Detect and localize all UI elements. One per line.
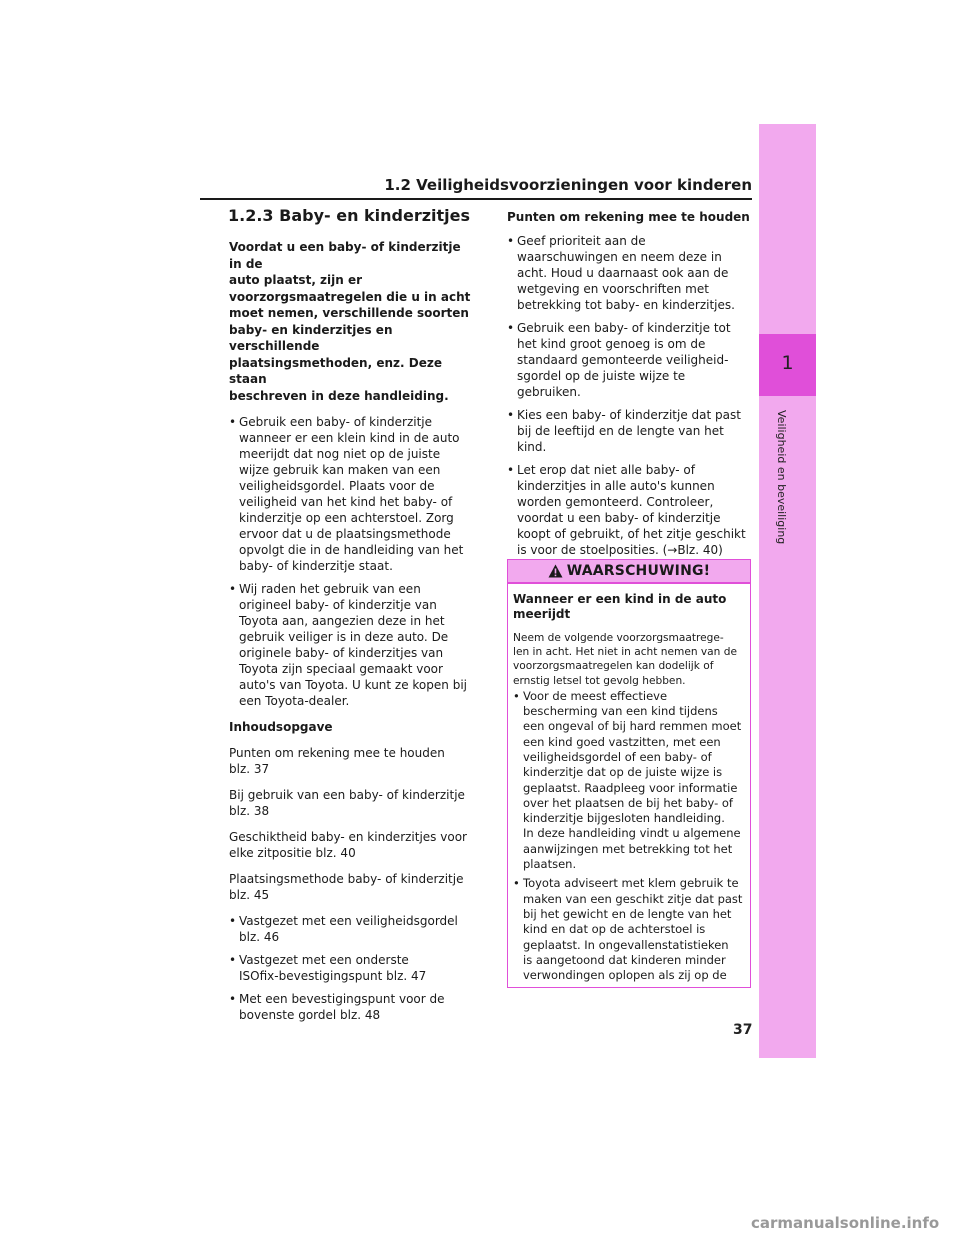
list-item: • Toyota adviseert met klem gebruik te maken van een geschikt zitje dat past bij het gewicht en de lengte van het kind en dat op de achterstoel is geplaatst. In ongevallenstatistieken is aangetoond dat kinderen minder verwondingen oplopen als zij op de [513,876,743,983]
toc-link-isofix[interactable]: • Vastgezet met een onderste ISOfix-bevestigingspunt blz. 47 [229,953,427,983]
page-header-title: 1.2 Veiligheidsvoorzieningen voor kinderen [384,176,752,194]
warning-body [508,584,750,983]
chapter-tab-strip [759,124,816,1058]
watermark: carmanualsonline.info [751,1214,940,1232]
toc-heading: Inhoudsopgave [229,720,333,734]
list-item: • Kies een baby- of kinderzitje dat past bij de leeftijd en de lengte van het kind. [507,408,741,454]
toc-sub-list [229,913,476,1023]
list-item: • Gebruik een baby- of kinderzitje wanneer er een klein kind in de auto meerijdt dat nog niet op de juiste wijze gebruik kan maken van een veiligheidsgordel. Plaats voor de veiligheid van het kind het baby- of kinderzitje op een achterstoel. Zorg ervoor dat u de plaatsingsmethode opvolgt die in de handleiding van het baby- of kinderzitje staat. [229,415,464,573]
intro-paragraph: Voordat u een baby- of kinderzitje in de auto plaatst, zijn er voorzorgsmaatregelen die u in acht moet nemen, verschillende soorten baby- en kinderzitjes en verschillende plaatsingsmethoden, enz. Deze staan beschreven in deze handleiding. [229,240,471,403]
page-number: 37 [733,1022,753,1038]
warning-bullet-list [513,689,744,984]
warning-header [508,560,750,584]
chapter-label: Veiligheid en beveiliging [775,410,788,545]
toc-link-punten[interactable]: Punten om rekening mee te houden blz. 37 [229,746,445,776]
warning-paragraph: Neem de volgende voorzorgsmaatrege- len in acht. Het niet in acht nemen van de voorzorgsmaatregelen kan dodelijk of ernstig letsel tot gevolg hebben. [513,632,737,687]
chapter-number: 1 [781,352,794,374]
header-rule [200,198,752,200]
right-bullet-list [507,233,752,558]
warning-subtitle: Wanneer er een kind in de auto meerijdt [513,592,727,621]
warning-box [507,559,751,988]
list-item: • Geef prioriteit aan de waarschuwingen en neem deze in acht. Houd u daarnaast ook aan de wetgeving en voorschriften met betrekking tot baby- en kinderzitjes. [507,234,735,312]
toc-link-veiligheidsgordel[interactable]: • Vastgezet met een veiligheidsgordel blz. 46 [229,914,458,944]
warning-triangle-icon [548,564,563,578]
toc-link-plaatsingsmethode[interactable]: Plaatsingsmethode baby- of kinderzitje blz. 45 [229,872,464,902]
toc-link-bovenste-gordel[interactable]: • Met een bevestigingspunt voor de bovenste gordel blz. 48 [229,992,445,1022]
toc-link-geschiktheid[interactable]: Geschiktheid baby- en kinderzitjes voor elke zitpositie blz. 40 [229,830,467,860]
warning-title: WAARSCHUWING! [566,563,711,579]
left-bullet-list [229,414,476,709]
chapter-number-box [759,334,816,396]
list-item: • Voor de meest effectieve bescherming van een kind tijdens een ongeval of bij hard remmen moet een kind goed vastzitten, met een veiligheidsgordel of een baby- of kinderzitje dat op de juiste wijze is geplaatst. Raadpleeg voor informatie over het plaatsen de bij het baby- of kinderzitje bijgesloten handleiding. In deze handleiding vindt u algemene aanwijzingen met betrekking tot het plaatsen. [513,688,742,872]
right-column [507,209,752,565]
list-item: • Wij raden het gebruik van een origineel baby- of kinderzitje van Toyota aan, aangezien deze in het gebruik veiliger is in deze auto. De originele baby- of kinderzitjes van Toyota zijn speciaal gemaakt voor auto's van Toyota. U kunt ze kopen bij een Toyota-dealer. [229,582,467,708]
toc-link-gebruik[interactable]: Bij gebruik van een baby- of kinderzitje blz. 38 [229,788,465,818]
left-column [229,206,476,1030]
list-item: • Let erop dat niet alle baby- of kinderzitjes in alle auto's kunnen worden gemonteerd. Controleer, voordat u een baby- of kinderzitje koopt of gebruikt, of het zitje geschikt is voor de stoelposities. (→Blz. 40) [507,463,746,557]
subsection-heading: Punten om rekening mee te houden [507,210,750,224]
list-item: • Gebruik een baby- of kinderzitje tot het kind groot genoeg is om de standaard gemonteerde veiligheid- sgordel op de juiste wijze te gebruiken. [507,321,731,399]
section-title: 1.2.3 Baby- en kinderzitjes [228,206,471,225]
